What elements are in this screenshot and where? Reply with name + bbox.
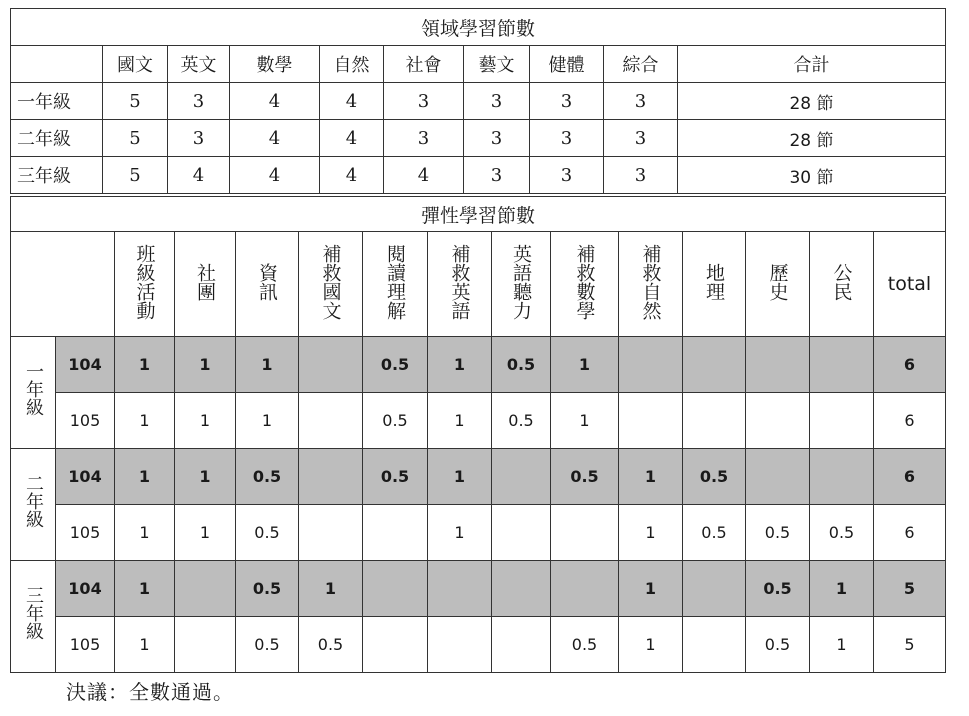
cell: 1 — [175, 449, 236, 505]
school-year: 105 — [56, 505, 115, 561]
cell — [492, 561, 551, 617]
grade-label: 一年級 — [11, 83, 103, 120]
flex-row — [11, 617, 946, 673]
cell: 4 — [230, 120, 320, 157]
cell: 1 — [619, 449, 683, 505]
flex-header-row — [11, 232, 946, 337]
cell — [746, 393, 810, 449]
cell: 1 — [236, 393, 299, 449]
cell — [551, 505, 619, 561]
cell: 0.5 — [236, 449, 299, 505]
total-header: 合計 — [678, 46, 946, 83]
cell: 0.5 — [363, 337, 428, 393]
cell: 1 — [428, 337, 492, 393]
row-total: 6 — [874, 393, 946, 449]
core-table-title: 領域學習節數 — [11, 9, 946, 46]
cell — [683, 617, 746, 673]
cell: 5 — [103, 120, 168, 157]
flex-column-header — [175, 232, 236, 337]
cell: 1 — [236, 337, 299, 393]
cell — [810, 449, 874, 505]
core-row — [11, 83, 946, 120]
subject-header: 藝文 — [464, 46, 530, 83]
cell: 1 — [175, 337, 236, 393]
row-total: 6 — [874, 449, 946, 505]
cell: 4 — [230, 83, 320, 120]
core-row — [11, 157, 946, 194]
flex-column-header — [299, 232, 363, 337]
cell — [175, 617, 236, 673]
flex-row — [11, 561, 946, 617]
flex-column-label: 閱讀理解 — [384, 243, 406, 320]
subject-header: 健體 — [530, 46, 604, 83]
cell: 1 — [810, 617, 874, 673]
core-header-row — [11, 46, 946, 83]
flex-column-label: 地理 — [703, 262, 725, 301]
resolution-note: 決議：全數通過。 — [66, 680, 234, 704]
cell: 1 — [619, 617, 683, 673]
flex-column-header — [810, 232, 874, 337]
flex-table-title: 彈性學習節數 — [11, 197, 946, 232]
subject-header: 數學 — [230, 46, 320, 83]
cell — [299, 505, 363, 561]
flex-column-label: 資訊 — [256, 262, 278, 301]
corner-cell — [11, 46, 103, 83]
cell — [428, 617, 492, 673]
cell: 0.5 — [746, 561, 810, 617]
cell: 0.5 — [551, 617, 619, 673]
cell: 0.5 — [683, 505, 746, 561]
cell — [746, 337, 810, 393]
subject-header: 綜合 — [604, 46, 678, 83]
cell: 3 — [384, 83, 464, 120]
school-year: 105 — [56, 617, 115, 673]
cell — [492, 505, 551, 561]
cell: 1 — [115, 393, 175, 449]
cell: 0.5 — [551, 449, 619, 505]
flex-column-label: 班級活動 — [133, 243, 156, 320]
flex-hours-table — [10, 196, 946, 673]
cell — [810, 337, 874, 393]
cell: 1 — [810, 561, 874, 617]
cell: 0.5 — [683, 449, 746, 505]
cell: 4 — [320, 120, 384, 157]
cell — [492, 617, 551, 673]
cell: 3 — [464, 120, 530, 157]
school-year: 104 — [56, 449, 115, 505]
cell: 1 — [428, 449, 492, 505]
row-total: 28 節 — [678, 83, 946, 120]
cell: 1 — [115, 337, 175, 393]
flex-column-header — [619, 232, 683, 337]
grade-label-text: 一年級 — [23, 361, 44, 416]
school-year: 104 — [56, 337, 115, 393]
subject-header: 自然 — [320, 46, 384, 83]
cell — [683, 393, 746, 449]
cell: 3 — [604, 120, 678, 157]
cell — [363, 617, 428, 673]
cell: 3 — [464, 157, 530, 194]
core-row — [11, 120, 946, 157]
grade-label-text: 二年級 — [23, 473, 44, 528]
cell — [619, 337, 683, 393]
flex-column-label: 補救自然 — [639, 243, 662, 320]
cell: 4 — [320, 83, 384, 120]
cell: 0.5 — [236, 617, 299, 673]
grade-label-text: 三年級 — [23, 585, 44, 640]
flex-column-header — [115, 232, 175, 337]
flex-row — [11, 449, 946, 505]
school-year: 105 — [56, 393, 115, 449]
cell: 3 — [530, 83, 604, 120]
cell — [746, 449, 810, 505]
cell: 3 — [168, 120, 230, 157]
school-year: 104 — [56, 561, 115, 617]
grade-label: 二年級 — [11, 120, 103, 157]
row-total: 6 — [874, 505, 946, 561]
core-hours-table — [10, 8, 946, 194]
cell — [551, 561, 619, 617]
cell: 1 — [175, 393, 236, 449]
cell: 3 — [168, 83, 230, 120]
cell: 4 — [384, 157, 464, 194]
flex-column-header — [428, 232, 492, 337]
cell — [683, 561, 746, 617]
cell: 0.5 — [746, 505, 810, 561]
cell: 3 — [464, 83, 530, 120]
cell — [363, 505, 428, 561]
cell: 3 — [604, 157, 678, 194]
cell: 1 — [619, 561, 683, 617]
cell: 1 — [299, 561, 363, 617]
grade-label — [11, 561, 56, 673]
cell: 5 — [103, 157, 168, 194]
row-total: 5 — [874, 617, 946, 673]
cell: 5 — [103, 83, 168, 120]
grade-label — [11, 449, 56, 561]
cell: 0.5 — [810, 505, 874, 561]
cell — [428, 561, 492, 617]
grade-label — [11, 337, 56, 449]
flex-column-label: 補救英語 — [448, 243, 471, 320]
cell: 1 — [115, 561, 175, 617]
flex-row — [11, 393, 946, 449]
cell: 4 — [320, 157, 384, 194]
flex-column-label: 英語聽力 — [510, 243, 532, 320]
flex-column-header — [363, 232, 428, 337]
cell: 0.5 — [492, 337, 551, 393]
cell: 1 — [175, 505, 236, 561]
cell: 0.5 — [363, 393, 428, 449]
cell: 0.5 — [363, 449, 428, 505]
cell: 1 — [428, 393, 492, 449]
flex-column-header — [746, 232, 810, 337]
cell: 0.5 — [746, 617, 810, 673]
cell — [683, 337, 746, 393]
cell: 3 — [384, 120, 464, 157]
flex-column-header — [551, 232, 619, 337]
flex-column-header — [236, 232, 299, 337]
cell: 3 — [530, 120, 604, 157]
cell: 1 — [115, 617, 175, 673]
subject-header: 社會 — [384, 46, 464, 83]
cell: 0.5 — [236, 561, 299, 617]
cell — [299, 337, 363, 393]
cell: 0.5 — [492, 393, 551, 449]
cell: 1 — [115, 449, 175, 505]
cell: 3 — [604, 83, 678, 120]
cell: 1 — [115, 505, 175, 561]
row-total: 28 節 — [678, 120, 946, 157]
total-header: total — [874, 232, 946, 337]
row-total: 6 — [874, 337, 946, 393]
cell: 0.5 — [299, 617, 363, 673]
cell — [363, 561, 428, 617]
subject-header: 國文 — [103, 46, 168, 83]
flex-column-label: 公民 — [830, 262, 853, 301]
cell: 3 — [530, 157, 604, 194]
flex-column-label: 補救國文 — [319, 243, 342, 320]
flex-column-label: 歷史 — [766, 262, 789, 301]
cell — [492, 449, 551, 505]
cell: 0.5 — [236, 505, 299, 561]
subject-header: 英文 — [168, 46, 230, 83]
cell — [299, 393, 363, 449]
grade-label: 三年級 — [11, 157, 103, 194]
flex-column-header — [492, 232, 551, 337]
cell: 4 — [230, 157, 320, 194]
cell: 1 — [619, 505, 683, 561]
row-total: 30 節 — [678, 157, 946, 194]
flex-row — [11, 337, 946, 393]
cropped-top-edge — [0, 0, 969, 6]
flex-column-label: 補救數學 — [573, 243, 596, 320]
flex-row — [11, 505, 946, 561]
cell: 4 — [168, 157, 230, 194]
cell: 1 — [551, 337, 619, 393]
cell — [619, 393, 683, 449]
cell — [810, 393, 874, 449]
cell: 1 — [551, 393, 619, 449]
corner-cell — [11, 232, 115, 337]
cell — [299, 449, 363, 505]
cell — [175, 561, 236, 617]
row-total: 5 — [874, 561, 946, 617]
flex-column-label: 社團 — [194, 262, 216, 301]
cell: 1 — [428, 505, 492, 561]
flex-column-header — [683, 232, 746, 337]
